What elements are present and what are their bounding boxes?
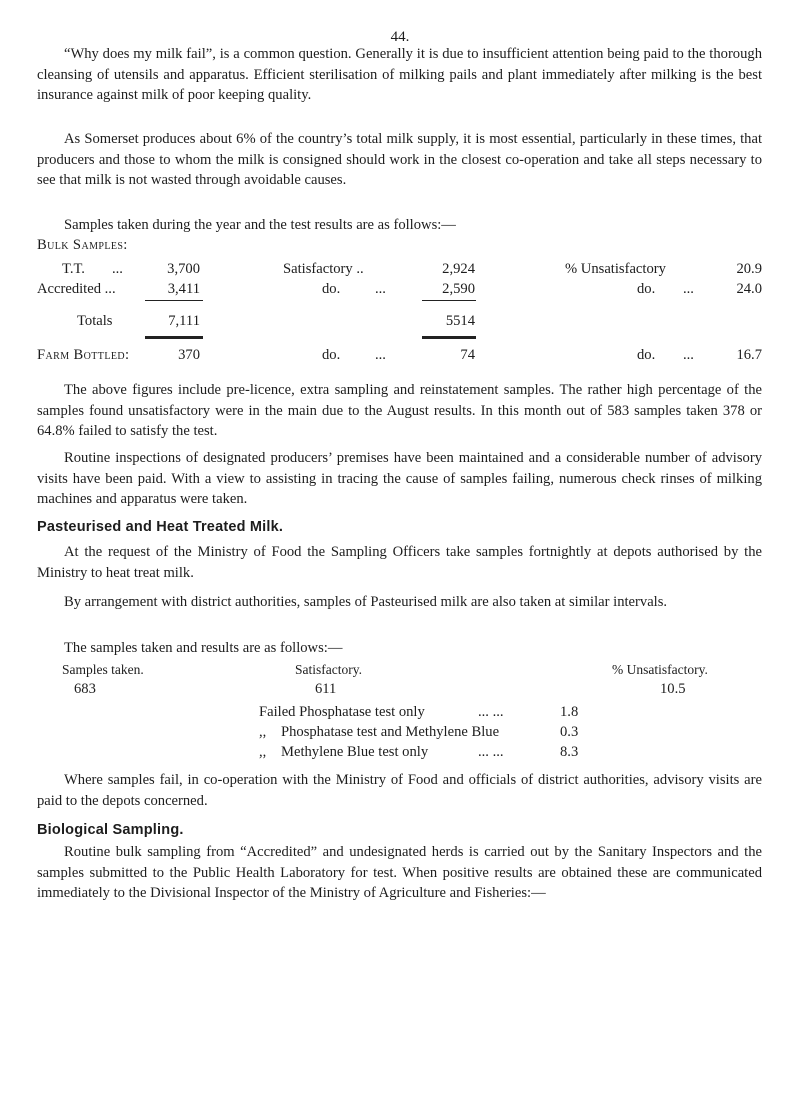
row-accredited-pct-label: do. [637,281,656,297]
row-tt-pct: 20.9 [736,261,762,277]
paragraph-routine-inspections-text: Routine inspections of designated producers’ premises have been maintained and a considerable number of advisory visits have been paid. With a view to assisting in tracing the cause of samples failing, numerous check rinses of milking machines and apparatus were taken. [37,450,762,507]
paragraph-ministry-request-text: At the request of the Ministry of Food the Sampling Officers take samples fortnightly at depots authorised by the Ministry to heat treat milk. [37,544,762,581]
failure-row-3-label: Methylene Blue test only [281,744,429,760]
paragraph-somerset [37,129,762,191]
row-accredited-dots: ... [375,281,386,297]
failure-row-1-value: 1.8 [560,704,579,720]
page-number: 44. [390,29,410,45]
pasteurised-intro: The samples taken and results are as follows:— [64,640,343,656]
farm-bottled-result: do. [322,347,341,363]
heading-biological: Biological Sampling. [37,822,184,838]
farm-bottled-pct-dots: ... [683,347,694,363]
satisfactory-rule-top [422,300,476,301]
heading-pasteurised: Pasteurised and Heat Treated Milk. [37,519,284,535]
bulk-samples-label: Bulk Samples: [37,237,128,253]
failure-row-1-label: Failed Phosphatase test only [259,704,425,720]
farm-bottled-dots: ... [375,347,386,363]
paragraph-milk-fail-text: “Why does my milk fail”, is a common question. Generally it is due to insufficient attention being paid to the thorough cleansing of utensils and apparatus. Efficient sterilisation of milking pails and plant immediately after milking is the best insurance against milk of poor keeping quality. [37,46,762,103]
failure-row-1-dots: ... ... [478,704,504,720]
unsatisfactory-value: 10.5 [660,681,686,697]
failure-row-3-prefix: ,, [259,744,267,760]
satisfactory-value: 611 [315,681,337,697]
col-unsatisfactory-header: % Unsatisfactory. [612,662,708,677]
paragraph-above-figures [37,380,762,442]
row-accredited-result: do. [322,281,341,297]
paragraph-somerset-text: As Somerset produces about 6% of the country’s total milk supply, it is most essential, particularly in these times, that producers and those to whom the milk is consigned should work in the closest co-operation and take all steps necessary to see that milk is not wasted through avoidable causes. [37,131,762,188]
totals-label: Totals [77,313,113,329]
totals-count: 7,111 [168,313,200,329]
satisfactory-rule-bottom [422,336,476,339]
failure-row-3-dots: ... ... [478,744,504,760]
row-accredited-pct-dots: ... [683,281,694,297]
samples-value: 683 [74,681,96,697]
paragraph-routine-bulk-text: Routine bulk sampling from “Accredited” and undesignated herds is carried out by the Sanitary Inspectors and the samples submitted to the Public Health Laboratory for test. When positive results are obtained these are communicated immediately to the Divisional Inspector of the Ministry of Agriculture and Fisheries:— [37,844,762,901]
farm-bottled-count: 370 [178,347,200,363]
paragraph-district-arrangement-text: By arrangement with district authorities, samples of Pasteurised milk are also taken at similar intervals. [64,594,668,610]
col-samples-header: Samples taken. [62,662,144,677]
col-satisfactory-header: Satisfactory. [295,662,362,677]
paragraph-routine-inspections [37,448,762,510]
count-rule-top [145,300,203,301]
farm-bottled-label: Farm Bottled: [37,347,130,363]
row-accredited-pct: 24.0 [736,281,762,297]
row-tt-pct-label: % Unsatisfactory [565,261,666,277]
row-tt-count: 3,700 [167,261,200,277]
paragraph-milk-fail [37,44,762,106]
row-tt-satisfactory: 2,924 [442,261,475,277]
row-tt-dots: ... [112,261,123,277]
paragraph-samples-fail-text: Where samples fail, in co-operation with the Ministry of Food and officials of district authorities, advisory visits are paid to the depots concerned. [37,772,762,809]
row-accredited-label: Accredited ... [37,281,116,297]
farm-bottled-pct: 16.7 [736,347,762,363]
row-accredited-satisfactory: 2,590 [442,281,475,297]
failure-row-2-value: 0.3 [560,724,579,740]
paragraph-samples-fail [37,770,762,811]
paragraph-ministry-request [37,542,762,583]
samples-intro: Samples taken during the year and the test results are as follows:— [64,217,456,233]
row-accredited-count: 3,411 [167,281,200,297]
row-tt-result: Satisfactory .. [283,261,364,277]
failure-row-3-value: 8.3 [560,744,579,760]
farm-bottled-satisfactory: 74 [460,347,475,363]
paragraph-routine-bulk [37,842,762,904]
paragraph-above-figures-text: The above figures include pre-licence, extra sampling and reinstatement samples. The rather high percentage of the samples found unsatisfactory were in the main due to the August results. In this month out of 583 samples taken 378 or 64.8% failed to satisfy the test. [37,382,762,439]
totals-satisfactory: 5514 [445,313,475,329]
farm-bottled-pct-label: do. [637,347,656,363]
count-rule-bottom [145,336,203,339]
row-tt-label: T.T. [62,261,85,277]
paragraph-district-arrangement [37,592,762,613]
failure-row-2-label: Phosphatase test and Methylene Blue [281,724,500,740]
failure-row-2-prefix: ,, [259,724,267,740]
